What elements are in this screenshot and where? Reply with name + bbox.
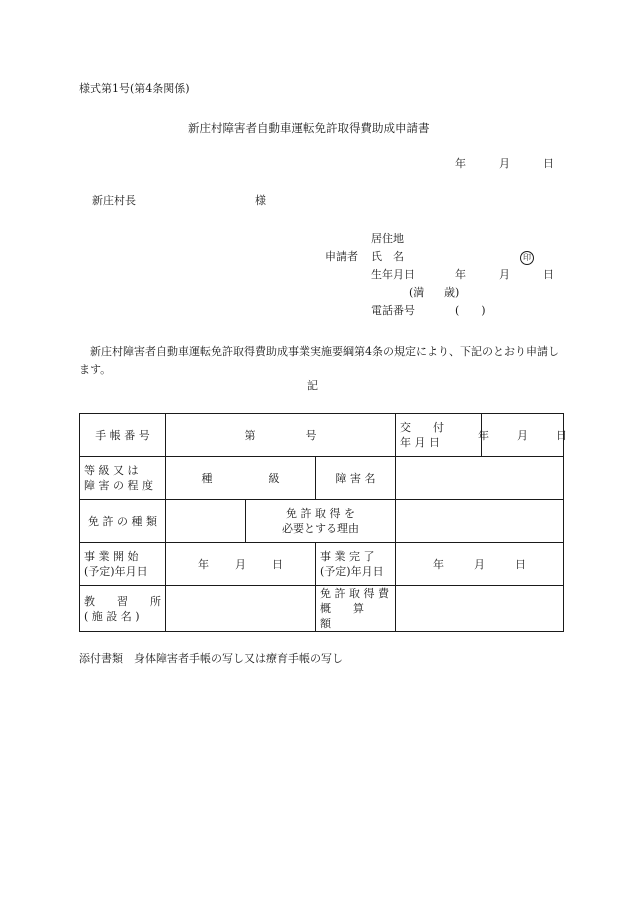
start-month: 月: [235, 557, 246, 571]
issue-month: 月: [517, 428, 528, 442]
seal-mark: 印: [520, 251, 534, 265]
ki-heading: 記: [307, 379, 318, 392]
age-open: (満: [409, 286, 425, 299]
addressee-honorific: 様: [255, 194, 266, 207]
grade-value[interactable]: [166, 457, 316, 500]
table-row: [80, 543, 564, 586]
end-date-value[interactable]: [396, 543, 564, 586]
day-label: 日: [543, 157, 554, 170]
notebook-number-value[interactable]: [166, 414, 396, 457]
addressee-name: 新庄村長: [92, 194, 136, 207]
application-table: [79, 413, 567, 632]
school-label: [80, 586, 166, 632]
school-label-line1: 教 習 所: [84, 594, 161, 608]
disability-name-label: 障 害 名: [316, 457, 396, 500]
end-year: 年: [433, 557, 444, 571]
number-prefix: 第: [244, 428, 256, 442]
start-date-value[interactable]: [166, 543, 316, 586]
school-label-line2: ( 施 設 名 ): [84, 609, 140, 623]
birth-date: [455, 268, 554, 282]
table-row: [80, 457, 564, 500]
birth-label: 生年月日: [371, 268, 415, 281]
cost-label-line2: 概 算 額: [320, 602, 386, 630]
issue-date-label: [396, 414, 482, 457]
body-text: [79, 343, 559, 379]
cost-label: [316, 586, 396, 632]
license-reason-label: [246, 500, 396, 543]
cost-value[interactable]: [396, 586, 564, 632]
table-row: [80, 586, 564, 632]
end-day: 日: [515, 557, 526, 571]
start-date-label: [80, 543, 166, 586]
issue-year: 年: [478, 428, 489, 442]
grade-label-line2: 障 害 の 程 度: [84, 479, 153, 492]
birth-month: 月: [499, 268, 510, 281]
phone-parentheses: ( ): [455, 304, 486, 317]
phone-label: 電話番号: [371, 304, 415, 317]
document-title: 新庄村障害者自動車運転免許取得費助成申請書: [188, 121, 430, 135]
number-suffix: 号: [305, 428, 317, 442]
table-row: [80, 500, 564, 543]
disability-name-value[interactable]: [396, 457, 564, 500]
start-date-label-line2: (予定)年月日: [84, 565, 148, 578]
start-day: 日: [272, 557, 283, 571]
notebook-number-label: 手 帳 番 号: [80, 414, 166, 457]
issue-date-value[interactable]: [478, 414, 567, 457]
body-text-content: 新庄村障害者自動車運転免許取得費助成事業実施要綱第4条の規定により、下記のとおり申請します。: [79, 345, 559, 376]
cost-label-line1: 免 許 取 得 費: [320, 587, 389, 600]
applicant-address-label: 居住地: [371, 232, 404, 245]
month-label: 月: [499, 157, 510, 170]
table-row: [80, 414, 564, 457]
birth-year: 年: [455, 268, 466, 281]
end-date-label-line2: (予定)年月日: [320, 565, 384, 578]
license-type-label: 免 許 の 種 類: [80, 500, 166, 543]
submission-date: [455, 157, 554, 171]
end-date-label: [316, 543, 396, 586]
attachment-note: 添付書類 身体障害者手帳の写し又は療育手帳の写し: [79, 652, 343, 665]
school-value[interactable]: [166, 586, 316, 632]
license-type-value[interactable]: [166, 500, 246, 543]
grade-label: [80, 457, 166, 500]
license-reason-value[interactable]: [396, 500, 564, 543]
grade-type: 種: [201, 471, 213, 485]
age-close: 歳): [444, 286, 460, 299]
start-year: 年: [198, 557, 209, 571]
end-date-label-line1: 事 業 完 了: [320, 550, 375, 563]
end-month: 月: [474, 557, 485, 571]
license-reason-label-line2: 必要とする理由: [282, 522, 359, 535]
birth-day: 日: [543, 268, 554, 281]
issue-date-label-line1: 交 付: [400, 421, 444, 434]
start-date-label-line1: 事 業 開 始: [84, 550, 139, 563]
license-reason-label-line1: 免 許 取 得 を: [286, 507, 355, 520]
issue-day: 日: [556, 428, 567, 442]
form-number: 様式第1号(第4条関係): [79, 82, 190, 95]
applicant-name-label: 氏 名: [371, 250, 404, 263]
applicant-label: 申請者: [325, 250, 358, 263]
grade-label-line1: 等 級 又 は: [84, 464, 139, 477]
grade-level: 級: [268, 471, 280, 485]
year-label: 年: [455, 157, 466, 170]
issue-date-label-line2: 年 月 日: [400, 436, 440, 449]
